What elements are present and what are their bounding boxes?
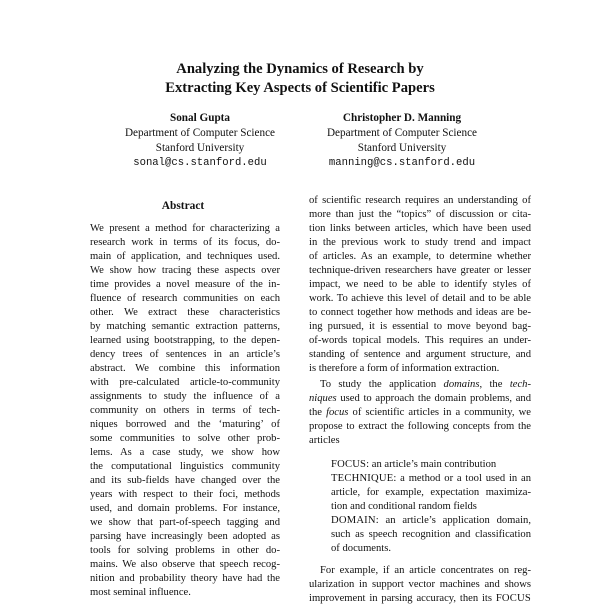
abstract-line: time provides a novel measure of the in- (90, 279, 280, 290)
text-span: the (309, 407, 327, 418)
body-line: is therefore a form of information extraction. (309, 363, 500, 374)
concept-definition: : an article’s application domain, (375, 515, 531, 526)
abstract-line: the computational linguistics community (90, 461, 280, 472)
concept-line: tion and conditional random fields (331, 501, 477, 512)
author-email: sonal@cs.stanford.edu (133, 157, 267, 169)
author-email: manning@cs.stanford.edu (328, 157, 476, 169)
body-line: For example, if an article concentrates on reg- (320, 565, 531, 576)
title-line-1: Analyzing the Dynamics of Research by (176, 61, 424, 77)
abstract-line: with pre-calculated article-to-community (90, 377, 280, 388)
text-span: of scientific articles in a community, we (348, 407, 531, 418)
body-line: more than just the “topics” of discussion or cita- (309, 209, 531, 220)
body-line: to connect together how methods and ideas are be- (309, 307, 531, 318)
paper-title (0, 60, 600, 98)
concept-technique (331, 472, 531, 486)
author-department: Department of Computer Science (124, 127, 276, 139)
concept-focus (331, 458, 531, 472)
abstract-line: by matching semantic extraction patterns, (90, 321, 280, 332)
abstract-line: mains. We also observe that speech recog- (90, 559, 280, 570)
abstract-line: nition and probability theory have had the (90, 573, 280, 584)
abstract-line: and its sub-fields have changed over the (90, 475, 280, 486)
techniques-term: niques (309, 393, 337, 404)
body-line: ularization in support vector machines and shows (309, 579, 531, 590)
body-line (309, 406, 531, 420)
abstract-line: We show how tracing these aspects over (90, 265, 280, 276)
text-span: improvement in parsing accuracy, then its (309, 593, 496, 604)
abstract-line: parsing have increasingly been adopted as (90, 531, 280, 542)
body-line: of scientific research requires an understanding of (309, 195, 531, 206)
focus-term: focus (326, 407, 349, 418)
body-line: in the previous work to study trend and impact (309, 237, 531, 248)
abstract-line: assignments to study the influence of a (90, 391, 280, 402)
body-line: of articles. As an example, to determine whether (309, 251, 531, 262)
concept-definition: : an article’s main contribution (366, 459, 497, 470)
abstract-line: main of application, and techniques used. (90, 251, 280, 262)
author-block-2 (312, 111, 492, 171)
body-line: ing pursued, it is essential to move beyond bag- (309, 321, 531, 332)
author-name: Sonal Gupta (169, 112, 230, 124)
text-span: To study the application (320, 379, 444, 390)
abstract-line: learned using bootstrapping, to the depen- (90, 335, 280, 346)
focus-term: FOCUS (495, 593, 531, 604)
abstract-line: other. We extract these characteristics (90, 307, 280, 318)
abstract-line: some communities to solve other prob- (90, 433, 280, 444)
body-line: tion links between articles, which have been used (309, 223, 531, 234)
abstract-line: we show that part-of-speech tagging and (90, 517, 280, 528)
body-line (320, 378, 531, 392)
concept-term: DOMAIN (331, 515, 376, 526)
abstract-line: We present a method for characterizing a (90, 223, 280, 234)
body-line: work. To achieve this level of detail and to be able (309, 293, 531, 304)
abstract-line: years with respect to their foci, methods (90, 489, 280, 500)
abstract-line: lems. As a case study, we show how (90, 447, 280, 458)
concept-term: FOCUS (331, 459, 367, 470)
author-department: Department of Computer Science (326, 127, 478, 139)
author-university: Stanford University (155, 142, 245, 154)
author-name: Christopher D. Manning (342, 112, 462, 124)
body-line: technique-driven researchers have greater or lesser (309, 265, 531, 276)
body-line: of-words topical models. This requires an under- (309, 335, 531, 346)
abstract-line: research work in terms of its focus, do- (90, 237, 280, 248)
concept-definition: : a method or a tool used in an (393, 473, 531, 484)
body-line (309, 592, 531, 606)
body-line (309, 392, 531, 406)
body-line: propose to extract the following concepts from the (309, 421, 531, 432)
concept-line: article, for example, expectation maximiza- (331, 487, 531, 498)
concept-term: TECHNIQUE (331, 473, 394, 484)
title-line-2: Extracting Key Aspects of Scientific Papers (165, 80, 435, 96)
abstract-heading: Abstract (161, 200, 205, 212)
body-line: standing of sentence and argument structure, and (309, 349, 531, 360)
abstract-line: used, and domain problems. For instance, (90, 503, 280, 514)
body-line: impact, we need to be able to identify styles of (309, 279, 531, 290)
concept-line: such as speech recognition and classification (331, 529, 531, 540)
abstract-line: most seminal influence. (90, 587, 191, 598)
techniques-term: tech- (509, 379, 531, 390)
abstract-line: fluence of research communities on each (90, 293, 280, 304)
author-university: Stanford University (357, 142, 447, 154)
abstract-line: tools for solving problems in other do- (90, 545, 280, 556)
text-span: , the (479, 379, 510, 390)
author-block-1 (110, 111, 290, 171)
abstract-line: abstract. We combine this information (90, 363, 280, 374)
abstract-line: community on others in terms of tech- (90, 405, 280, 416)
abstract-line: dency trees of sentences in an article’s (90, 349, 280, 360)
concept-domain (331, 514, 531, 528)
body-line: articles (309, 435, 340, 446)
abstract-line: niques borrowed and the ‘maturing’ of (90, 419, 280, 430)
text-span: used to approach the domain problems, and (336, 393, 531, 404)
concept-line: of documents. (331, 543, 392, 554)
domains-term: domains (443, 379, 480, 390)
